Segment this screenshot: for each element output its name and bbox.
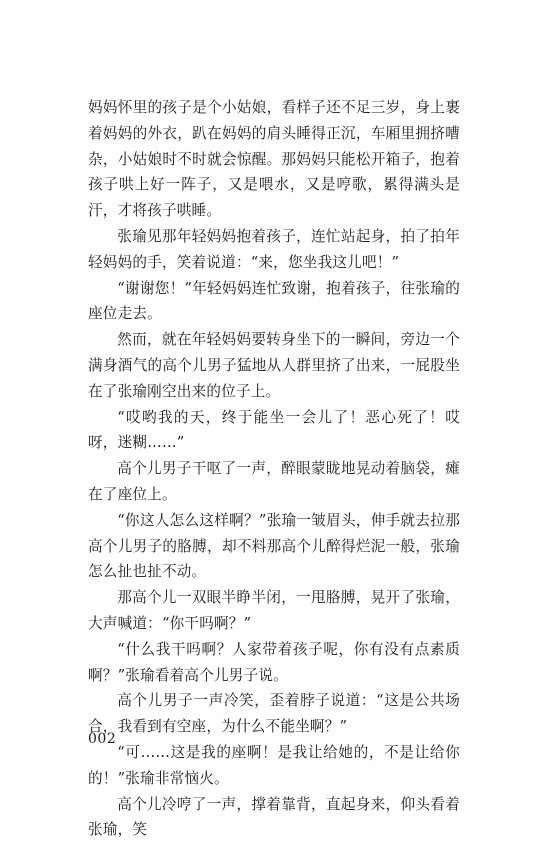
page-number: 002	[88, 731, 117, 747]
paragraph-6: 高个儿男子干呕了一声，醉眼蒙眬地晃动着脑袋，瘫在了座位上。	[88, 460, 460, 503]
body-text	[88, 95, 460, 843]
paragraph-1: 妈妈怀里的孩子是个小姑娘，看样子还不足三岁，身上裹着妈妈的外衣，趴在妈妈的肩头睡得正沉，车厢里拥挤嘈杂，小姑娘时不时就会惊醒。那妈妈只能松开箱子，抱着孩子哄上好一阵子，又是喂水，又是哼歌，累得满头是汗，才将孩子哄睡。	[88, 99, 460, 220]
paragraph-12: 高个儿冷哼了一声，撑着靠背，直起身来，仰头看着张瑜，笑	[88, 795, 460, 839]
paragraph-9: “什么我干吗啊？人家带着孩子呢，你有没有点素质啊？”张瑜看着高个儿男子说。	[88, 640, 460, 684]
paragraph-2: 张瑜见那年轻妈妈抱着孩子，连忙站起身，拍了拍年轻妈妈的手，笑着说道：“来，您坐我这儿吧！”	[88, 227, 460, 271]
paragraph-7: “你这人怎么这样啊？”张瑜一皱眉头，伸手就去拉那高个儿男子的胳膊，却不料那高个儿醉得烂泥一般，张瑜怎么扯也扯不动。	[88, 511, 460, 581]
paragraph-11: “可……这是我的座啊！是我让给她的，不是让给你的！”张瑜非常恼火。	[88, 743, 460, 787]
paragraph-10: 高个儿男子一声冷笑，歪着脖子说道：“这是公共场合，我看到有空座，为什么不能坐啊？”	[88, 692, 460, 736]
paragraph-8: 那高个儿一双眼半睁半闭，一甩胳膊，晃开了张瑜，大声喊道：“你干吗啊？”	[88, 589, 460, 632]
paragraph-4: 然而，就在年轻妈妈要转身坐下的一瞬间，旁边一个满身酒气的高个儿男子猛地从人群里挤了出来，一屁股坐在了张瑜刚空出来的位子上。	[88, 331, 460, 400]
paragraph-5: “哎哟我的天，终于能坐一会儿了！恶心死了！哎呀，迷糊……”	[88, 408, 460, 452]
paragraph-3: “谢谢您！”年轻妈妈连忙致谢，抱着孩子，往张瑜的座位走去。	[88, 279, 460, 323]
